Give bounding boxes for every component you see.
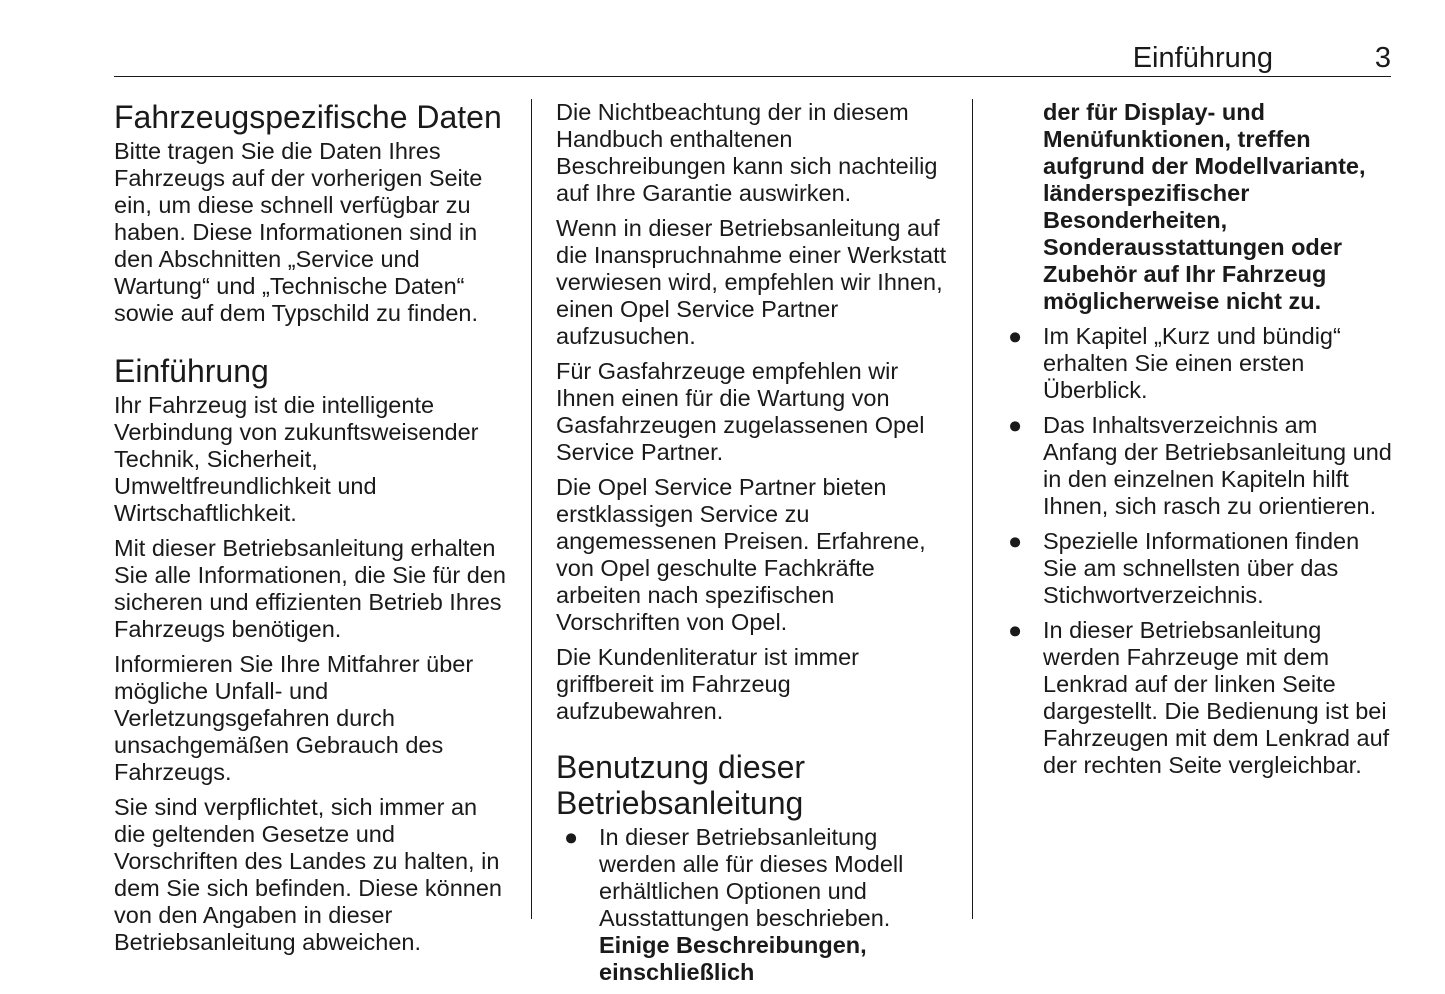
heading-using-manual: Benutzung dieser Betriebsanleitung [556, 749, 806, 821]
bullet-item [1000, 412, 1395, 520]
paragraph: Bitte tragen Sie die Daten Ihres Fahrzeugs auf der vorherigen Seite ein, um diese schnell verfügbar zu haben. Diese Informationen sind in den Abschnitten „Service und Wartung“ und „Technische Daten“ sowie auf dem Typschild zu finden. [114, 138, 483, 326]
paragraph: Für Gasfahrzeuge empfehlen wir Ihnen einen für die Wartung von Gasfahrzeugen zugelassenen Opel Service Partner. [556, 358, 925, 465]
bullet-text: Das Inhaltsverzeichnis am Anfang der Betriebsanleitung und in den einzelnen Kapiteln hilft Ihnen, sich rasch zu orientieren. [1043, 412, 1392, 519]
page-number: 3 [1374, 42, 1391, 74]
section-title: Einführung [1132, 42, 1273, 74]
bullet-bold-text: Einige Beschreibungen, einschließlich [599, 932, 867, 985]
bullet-item [1000, 528, 1395, 609]
bullet-item [1000, 617, 1395, 779]
bullet-icon: ● [1008, 412, 1023, 438]
paragraph: Die Kundenliteratur ist immer griffbereit im Fahrzeug aufzubewahren. [556, 644, 859, 724]
paragraph: Ihr Fahrzeug ist die intelligente Verbindung von zukunftsweisender Technik, Sicherheit, Umweltfreundlichkeit und Wirtschaftlichkeit. [114, 392, 479, 526]
paragraph: Informieren Sie Ihre Mitfahrer über mögliche Unfall- und Verletzungsgefahren durch unsachgemäßen Gebrauch des Fahrzeugs. [114, 651, 474, 785]
bullet-icon: ● [1008, 323, 1023, 349]
paragraph: Wenn in dieser Betriebsanleitung auf die Inanspruchnahme einer Werkstatt verwiesen wird, empfehlen wir Ihnen, einen Opel Service Partner aufzusuchen. [556, 215, 947, 349]
bullet-icon: ● [1008, 528, 1023, 554]
bullet-item [556, 824, 956, 986]
bullet-text: Spezielle Informationen finden Sie am schnellsten über das Stichwortverzeichnis. [1043, 528, 1360, 608]
column-divider-2 [972, 99, 973, 919]
paragraph: Die Nichtbeachtung der in diesem Handbuch enthaltenen Beschreibungen kann sich nachteilig auf Ihre Garantie auswirken. [556, 99, 938, 206]
bullet-icon: ● [564, 824, 579, 850]
heading-introduction: Einführung [114, 353, 269, 389]
heading-vehicle-data: Fahrzeugspezifische Daten [114, 99, 502, 135]
bullet-text: In dieser Betriebsanleitung werden Fahrzeuge mit dem Lenkrad auf der linken Seite dargestellt. Die Bedienung ist bei Fahrzeugen mit dem Lenkrad auf der rechten Seite vergleichbar. [1043, 617, 1390, 778]
bullet-item [1000, 323, 1395, 404]
paragraph: Sie sind verpflichtet, sich immer an die geltenden Gesetze und Vorschriften des Landes zu halten, in dem Sie sich befinden. Diese können von den Angaben in dieser Betriebsanleitung abweichen. [114, 794, 502, 955]
bullet-text: In dieser Betriebsanleitung werden alle für dieses Modell erhältlichen Optionen und Ausstattungen beschrieben. [599, 824, 904, 931]
column-divider-1 [531, 99, 532, 919]
paragraph: Mit dieser Betriebsanleitung erhalten Sie alle Informationen, die Sie für den sicheren und effizienten Betrieb Ihres Fahrzeugs benötigen. [114, 535, 506, 642]
bullet-icon: ● [1008, 617, 1023, 643]
page-header [114, 38, 1391, 77]
column-3 [1000, 99, 1395, 787]
bullet-bold-continuation: der für Display- und Menüfunktionen, treffen aufgrund der Modellvariante, länderspezifischer Besonderheiten, Sonderausstattungen oder Zubehör auf Ihr Fahrzeug möglicherweise nicht zu. [1043, 99, 1366, 314]
column-2 [556, 99, 956, 994]
paragraph: Die Opel Service Partner bieten erstklassigen Service zu angemessenen Preisen. Erfahrene, von Opel geschulte Fachkräfte arbeiten nach spezifischen Vorschriften von Opel. [556, 474, 926, 635]
column-1 [114, 99, 514, 964]
bullet-text: Im Kapitel „Kurz und bündig“ erhalten Sie einen ersten Überblick. [1043, 323, 1341, 403]
